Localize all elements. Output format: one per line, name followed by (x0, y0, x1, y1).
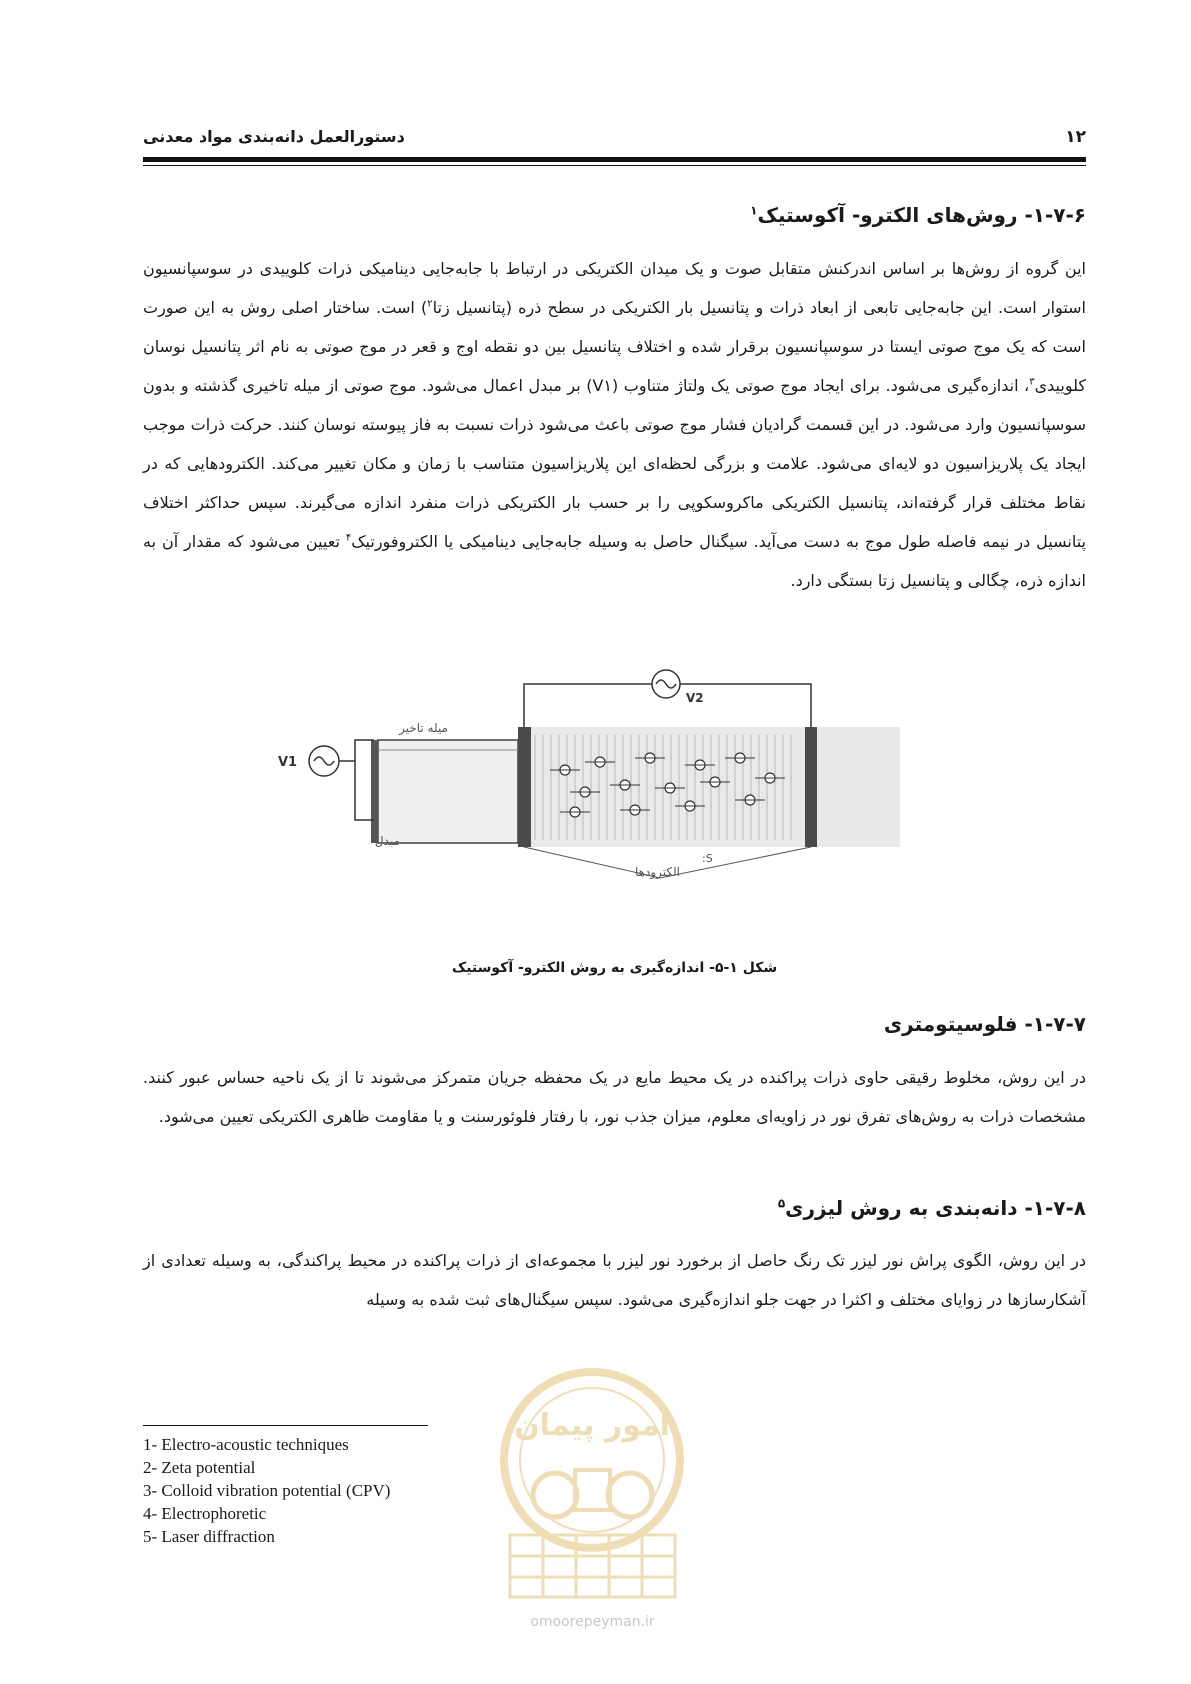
transducer-label: مبدل (374, 834, 400, 848)
v2-label: V2 (686, 691, 704, 705)
electroacoustic-diagram (278, 691, 900, 940)
transducer-plate (371, 740, 378, 843)
footnote-item: 4- Electrophoretic (143, 1504, 267, 1523)
heading-text: ۱-۷-۶- روش‌های الکترو- آکوستیک (757, 203, 1086, 227)
delay-rod (378, 740, 518, 843)
s-label: :S (702, 852, 713, 865)
footnote-ref: ۱ (750, 203, 758, 218)
paragraph-electroacoustic (143, 249, 1086, 600)
running-title: دستورالعمل دانه‌بندی مواد معدنی (143, 127, 405, 146)
footnote-item: 2- Zeta potential (143, 1458, 256, 1477)
paragraph-laser (143, 1241, 1086, 1319)
paragraph-text: در این روش، مخلوط رقیقی حاوی ذرات پراکنده در یک محیط مایع در یک محفظه جریان متمرکز می‌شوند تا از یک ناحیه حساس عبور کنند. مشخصات ذرات به روش‌های تفرق نور در زاویه‌ای معلوم، میزان جذب نور، با رفتار فلوئورسنت و یا مقاومت ظاهری الکتریکی تعیین می‌شود. (143, 1068, 1086, 1126)
header-rule-thin (143, 165, 1086, 166)
paragraph-text-part: تعیین می‌شود که مقدار آن به اندازه ذره، چگالی و پتانسیل زتا بستگی دارد. (143, 532, 1086, 590)
v1-label: V1 (278, 755, 298, 770)
footnote-item: 5- Laser diffraction (143, 1527, 275, 1546)
page-number: ۱۲ (1065, 127, 1086, 147)
electrode-right (805, 727, 817, 847)
header-rule-thick (143, 157, 1086, 162)
figure-caption: شکل ۱-۵- اندازه‌گیری به روش الکترو- آکوستیک (451, 960, 778, 976)
paragraph-text: در این روش، الگوی پراش نور لیزر تک رنگ حاصل از برخورد نور لیزر با مجموعه‌ای از ذرات پراکنده در محیط پراکندگی، به وسیله تعدادی از آشکارسازها در زوایای مختلف و اکثرا در جهت جلو اندازه‌گیری می‌شود. سپس سیگنال‌های ثبت شده به وسیله (143, 1251, 1086, 1309)
footnote-ref: ۲ (427, 298, 433, 310)
paragraph-flow-cytometry (143, 1058, 1086, 1136)
section-heading-flow-cytometry (143, 1012, 1086, 1036)
section-heading-laser (143, 1196, 1086, 1220)
footnote-ref: ۳ (1029, 376, 1035, 388)
section-heading-electroacoustic (143, 203, 1086, 227)
page-header (143, 127, 1086, 149)
heading-text: ۱-۷-۸- دانه‌بندی به روش لیزری (785, 1196, 1086, 1220)
electrodes-label: الکترودها (635, 865, 680, 879)
footnotes (143, 1433, 543, 1548)
footnote-rule (143, 1425, 428, 1426)
paragraph-text-part: ، اندازه‌گیری می‌شود. برای ایجاد موج صوتی یک ولتاژ متناوب (V۱) بر مبدل اعمال می‌شود. موج صوتی از میله تاخیری گذشته و بدون سوسپانسیون وارد می‌شود. در این قسمت گرادیان فشار موج صوتی باعث می‌شود ذرات نسبت به فاز پیوسته نوسان کنند. حرکت ذرات موجب ایجاد یک پلاریزاسیون دو لایه‌ای می‌شود. علامت و بزرگی لحظه‌ای این پلاریزاسیون متناسب با زمان و مکان تغییر می‌کند. الکترودهایی که در نقاط مختلف قرار گرفته‌اند، پتانسیل الکتریکی ماکروسکوپی را بر حسب بار الکتریکی ذرات منفرد اندازه می‌گیرند. سپس حداکثر اختلاف پتانسیل در نیمه فاصله طول موج به دست می‌آید. سیگنال حاصل به وسیله جابه‌جایی دینامیکی یا الکتروفورتیک (143, 376, 1086, 551)
footnote-ref: ۵ (777, 1196, 786, 1211)
watermark-logo-text: امور پیمان (514, 1408, 670, 1443)
watermark-url: omoorepeyman.ir (530, 1614, 655, 1630)
electrode-left (518, 727, 531, 847)
paragraph-text-part: ) است. ساختار اصلی روش به این صورت است که یک موج صوتی ایستا در سوسپانسیون برقرار شده و اختلاف پتانسیل بین دو نقطه اوج و قعر در موج صوتی به نام اثر پتانسیل نوسان کلوییدی (143, 298, 1086, 395)
footnote-ref: ۴ (345, 532, 352, 544)
footnote-item: 1- Electro-acoustic techniques (143, 1435, 349, 1454)
heading-text: ۱-۷-۷- فلوسیتومتری (883, 1012, 1086, 1036)
paragraph-text-part: این گروه از روش‌ها بر اساس اندرکنش متقابل صوت و یک میدان الکتریکی در ارتباط با جابه‌جایی دینامیکی ذرات کلوییدی در سوسپانسیون استوار است. این جابه‌جایی تابعی از ابعاد ذرات و پتانسیل بار الکتریکی در سطح ذره (پتانسیل زتا (143, 259, 1087, 317)
delay-rod-label: میله تاخیر (399, 721, 448, 735)
footnote-item: 3- Colloid vibration potential (CPV) (143, 1481, 391, 1500)
